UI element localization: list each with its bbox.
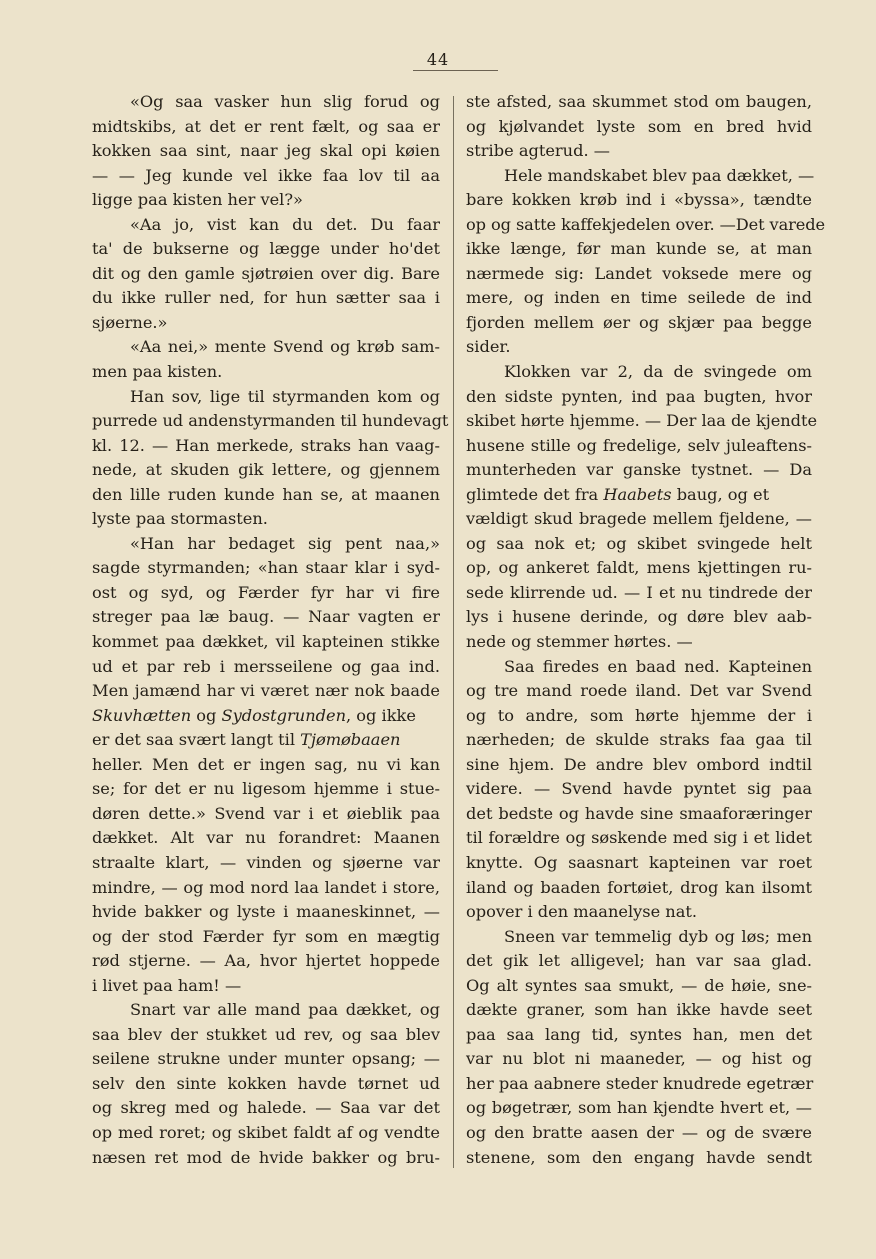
text-line: og skreg med og halede. — Saa var det <box>92 1098 440 1118</box>
text-line: opover i den maanelyse nat. <box>466 902 698 922</box>
text-span: baug, og et <box>671 484 770 504</box>
text-line: ikke længe, før man kunde se, at man <box>466 239 812 259</box>
text-line: lys i husene derinde, og døre blev aab- <box>466 607 812 627</box>
text-line: ud et par reb i mersseilene og gaa ind. <box>92 656 440 676</box>
text-line: selv den sinte kokken havde tørnet ud <box>92 1073 440 1093</box>
text-line: den sidste pynten, ind paa bugten, hvor <box>466 386 812 406</box>
text-line: til forældre og søskende med sig i et lidet <box>466 828 812 848</box>
text-line: det gik let alligevel; han var saa glad. <box>466 951 812 971</box>
text-line: dit og den gamle sjøtrøien over dig. Bare <box>92 263 440 283</box>
text-line <box>92 704 440 729</box>
text-line: Men jamænd har vi været nær nok baade <box>92 681 440 701</box>
text-line: purrede ud andenstyrmanden til hundevagt <box>92 411 449 431</box>
text-line: det bedste og havde sine smaaforæringer <box>466 803 812 823</box>
text-line: men paa kisten. <box>92 362 223 382</box>
text-span: og <box>191 705 222 725</box>
text-line: Snart var alle mand paa dækket, og <box>130 1000 440 1020</box>
text-line: nærmede sig: Landet voksede mere og <box>466 263 812 283</box>
text-line: sjøerne.» <box>92 312 168 332</box>
text-line: nærheden; de skulde straks faa gaa til <box>466 730 812 750</box>
text-line: ost og syd, og Færder fyr har vi fire <box>92 582 440 602</box>
text-line: Saa firedes en baad ned. Kapteinen <box>504 656 812 676</box>
text-line: og bøgetrær, som han kjendte hvert et, — <box>466 1098 812 1118</box>
text-line: midtskibs, at det er rent fælt, og saa er <box>92 116 440 136</box>
text-line: kommet paa dækket, vil kapteinen stikke <box>92 632 440 652</box>
text-line: og to andre, som hørte hjemme der i <box>466 705 812 725</box>
text-line: Han sov, lige til styrmanden kom og <box>130 386 440 406</box>
text-line: lyste paa stormasten. <box>92 509 268 529</box>
text-line: munterheden var ganske tystnet. — Da <box>466 460 812 480</box>
text-line: sede klirrende ud. — I et nu tindrede der <box>466 582 812 602</box>
text-line: næsen ret mod de hvide bakker og bru- <box>92 1147 440 1167</box>
text-line: heller. Men det er ingen sag, nu vi kan <box>92 754 440 774</box>
text-line: husene stille og fredelige, selv juleaftens- <box>466 435 812 455</box>
text-span: glimtede det fra <box>466 484 604 504</box>
text-line: bare kokken krøb ind i «byssa», tændte <box>466 190 812 210</box>
italic-name: Sydostgrunden <box>221 705 347 725</box>
text-line: iland og baaden fortøiet, drog kan ilsomt <box>466 877 812 897</box>
text-line: op og satte kaffekjedelen over. —Det varede <box>466 214 826 234</box>
text-line: «Aa jo, vist kan du det. Du faar <box>130 214 440 234</box>
italic-name: Tjømøbaaen <box>300 730 401 750</box>
text-line: videre. — Svend havde pyntet sig paa <box>466 779 812 799</box>
text-line: ligge paa kisten her vel?» <box>92 190 303 210</box>
text-line: Og alt syntes saa smukt, — de høie, sne- <box>466 975 812 995</box>
text-line: streger paa læ baug. — Naar vagten er <box>92 607 440 627</box>
header-rule <box>413 70 498 71</box>
text-line: «Han har bedaget sig pent naa,» <box>130 533 440 553</box>
text-line: og der stod Færder fyr som en mægtig <box>92 926 440 946</box>
text-line: mere, og inden en time seilede de ind <box>466 288 812 308</box>
text-line: du ikke ruller ned, for hun sætter saa i <box>92 288 440 308</box>
text-line: døren dette.» Svend var i et øieblik paa <box>92 803 440 823</box>
text-line: knytte. Og saasnart kapteinen var roet <box>466 852 812 872</box>
right-text-column <box>466 90 826 1170</box>
text-line: og kjølvandet lyste som en bred hvid <box>466 116 812 136</box>
text-line: ta' de bukserne og lægge under ho'det <box>92 239 440 259</box>
text-line: den lille ruden kunde han se, at maanen <box>92 484 440 504</box>
text-line: kokken saa sint, naar jeg skal opi køien <box>92 141 440 161</box>
text-line: ste afsted, saa skummet stod om baugen, <box>466 92 812 111</box>
text-line: stenene, som den engang havde sendt <box>466 1147 812 1167</box>
text-line: kl. 12. — Han merkede, straks han vaag- <box>92 435 440 455</box>
text-line: var nu blot ni maaneder, — og hist og <box>466 1049 812 1069</box>
text-line: seilene strukne under munter opsang; — <box>92 1049 440 1069</box>
text-line: nede og stemmer hørtes. — <box>466 632 693 652</box>
text-line: her paa aabnere steder knudrede egetrær <box>466 1073 814 1093</box>
text-line: og saa nok et; og skibet svingede helt <box>466 533 812 553</box>
text-line: skibet hørte hjemme. — Der laa de kjendte <box>466 411 817 431</box>
text-line: stribe agterud. — <box>466 141 610 161</box>
left-text-column <box>92 90 449 1170</box>
text-line <box>92 728 440 753</box>
text-line: sagde styrmanden; «han staar klar i syd- <box>92 558 440 578</box>
text-line <box>466 483 812 508</box>
text-line: «Aa nei,» mente Svend og krøb sam- <box>130 337 440 357</box>
text-line: paa saa lang tid, syntes han, men det <box>466 1024 812 1044</box>
text-line: vældigt skud bragede mellem fjeldene, — <box>466 509 812 529</box>
page-number: 44 <box>426 50 450 69</box>
text-line: og tre mand roede iland. Det var Svend <box>466 681 812 701</box>
text-line: op med roret; og skibet faldt af og vendte <box>92 1122 440 1142</box>
text-line: Sneen var temmelig dyb og løs; men <box>504 926 812 946</box>
text-line: dækket. Alt var nu forandret: Maanen <box>92 828 440 848</box>
text-line: Klokken var 2, da de svingede om <box>504 362 812 382</box>
text-line: og den bratte aasen der — og de svære <box>466 1122 812 1142</box>
text-span: er det saa svært langt til <box>92 730 301 750</box>
text-line: dækte graner, som han ikke havde seet <box>466 1000 812 1020</box>
text-line: «Og saa vasker hun slig forud og <box>130 92 440 111</box>
text-line: mindre, — og mod nord laa landet i store, <box>92 877 440 897</box>
text-line: Hele mandskabet blev paa dækket, — <box>504 165 815 185</box>
text-line: hvide bakker og lyste i maaneskinnet, — <box>92 902 440 922</box>
text-line: fjorden mellem øer og skjær paa begge <box>466 312 812 332</box>
text-span: , og ikke <box>346 705 416 725</box>
text-line: rød stjerne. — Aa, hvor hjertet hoppede <box>92 951 440 971</box>
text-line: op, og ankeret faldt, mens kjettingen ru- <box>466 558 812 578</box>
text-line: sine hjem. De andre blev ombord indtil <box>466 754 812 774</box>
text-line: — — Jeg kunde vel ikke faa lov til aa <box>92 165 440 185</box>
text-line: saa blev der stukket ud rev, og saa blev <box>92 1024 440 1044</box>
column-divider <box>453 96 454 1168</box>
text-line: se; for det er nu ligesom hjemme i stue- <box>92 779 440 799</box>
text-line: straalte klart, — vinden og sjøerne var <box>92 852 440 872</box>
text-line: nede, at skuden gik lettere, og gjennem <box>92 460 440 480</box>
text-line: sider. <box>466 337 511 357</box>
text-line: i livet paa ham! — <box>92 975 242 995</box>
italic-name: Skuvhætten <box>92 705 192 725</box>
italic-name: Haabets <box>603 484 672 504</box>
